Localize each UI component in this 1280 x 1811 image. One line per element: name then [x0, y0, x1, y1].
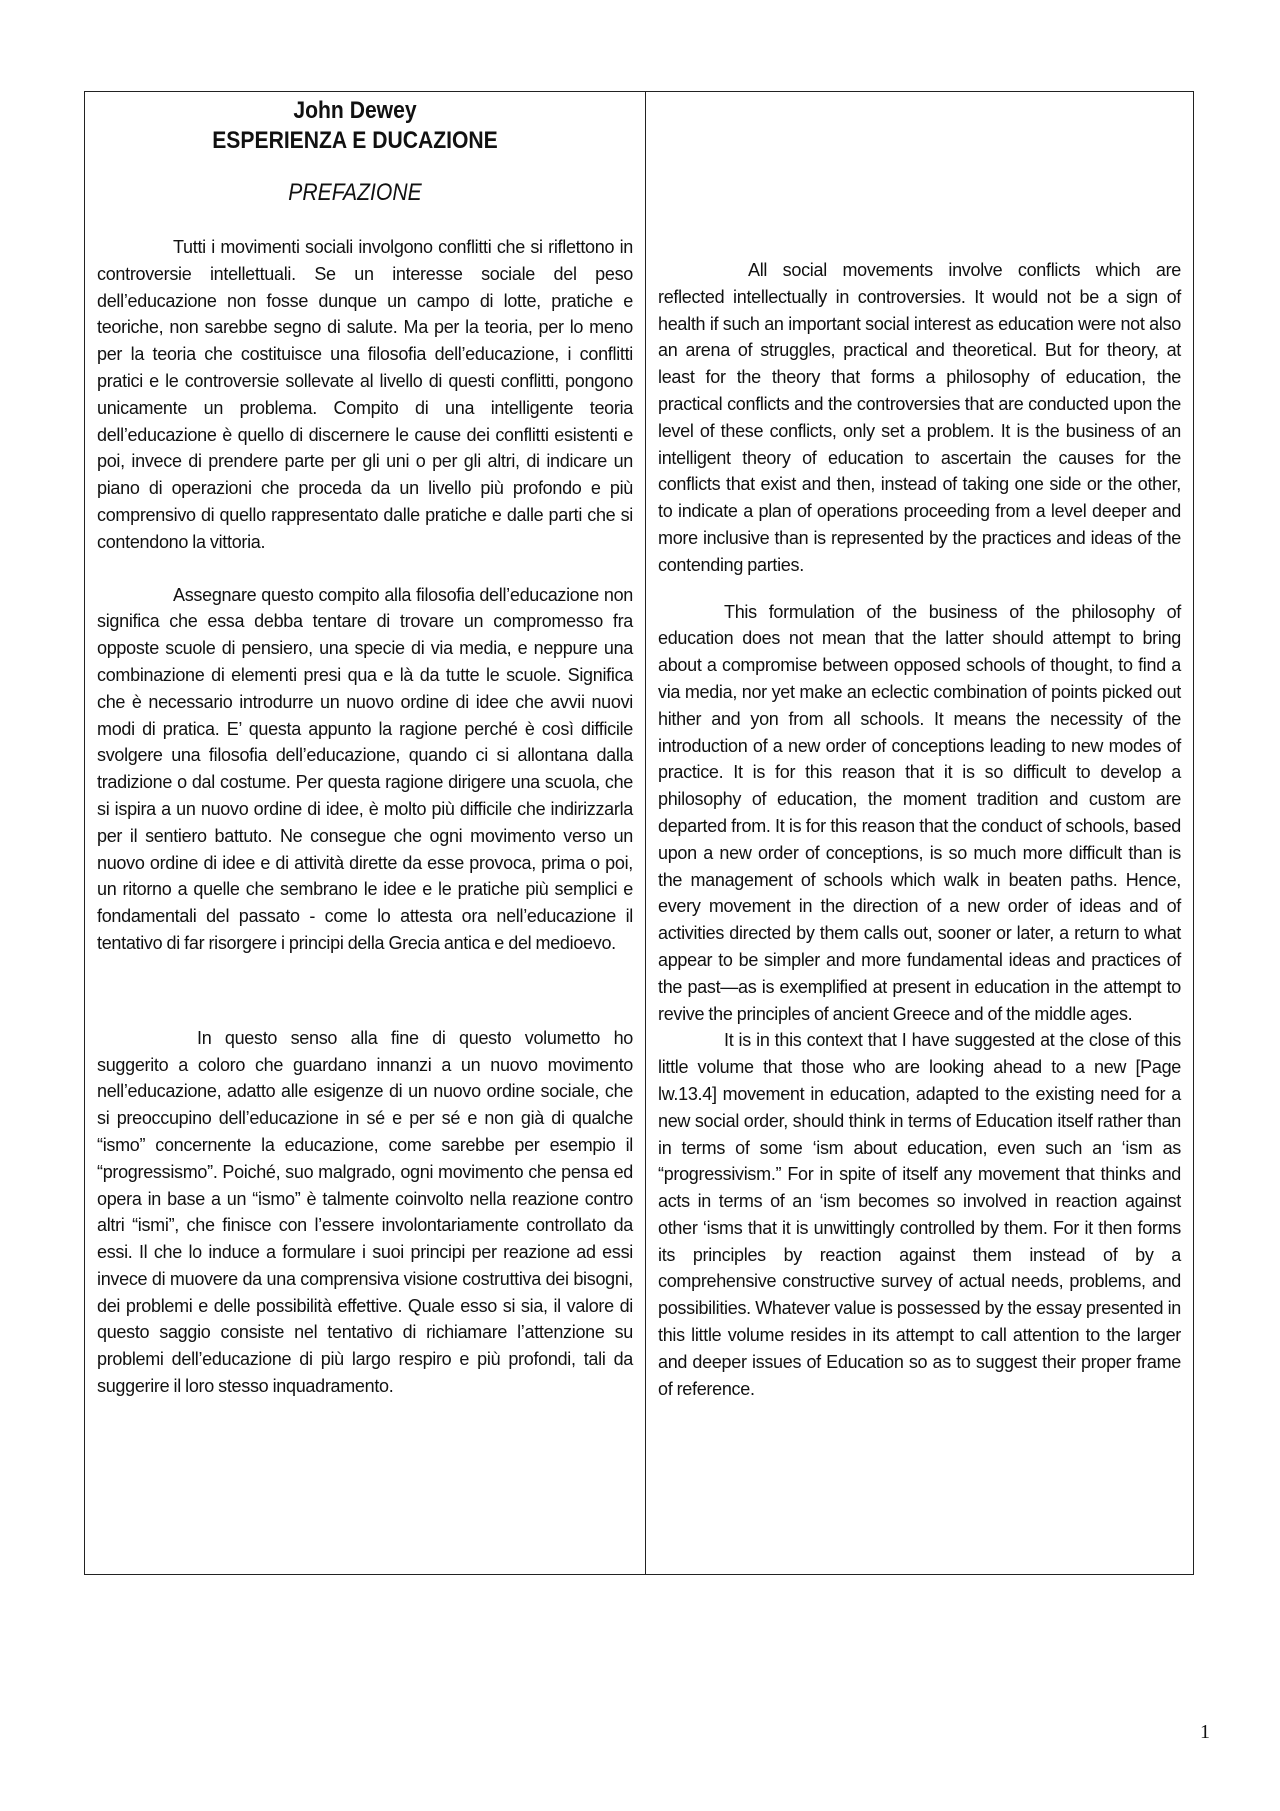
italian-paragraph: In questo senso alla fine di questo volumetto ho suggerito a coloro che guardano innanzi a un nuovo movimento nell’educazione, adatto alle esigenze di un nuovo ordine sociale, che si preoccupino dell’educazione in sé e per sé e non già di qualche “ismo” concernente la educazione, come sarebbe per esempio il “progressismo”. Poiché, suo malgrado, ogni movimento che pensa ed opera in base a un “ismo” è talmente coinvolto nella reazione contro altri “ismi”, che finisce con l’essere involontariamente controllato da essi. Il che lo induce a formulare i suoi principi per reazione ad essi invece di muovere da una comprensiva visione costruttiva dei bisogni, dei problemi e delle possibilità effettive. Quale esso si sia, il valore di questo saggio consiste nel tentativo di richiamare l’attenzione su problemi dell’educazione di più largo respiro e più profondi, tali da suggerire il loro stesso inquadramento. [97, 1027, 633, 1397]
english-paragraph: All social movements involve conflicts which are reflected intellectually in controversies. It would not be a sign of health if such an important social interest as education were not also an arena of struggles, practical and theoretical. But for theory, at least for the theory that forms a philosophy of education, the practical conflicts and the controversies that are conducted upon the level of these conflicts, only set a problem. It is the business of an intelligent theory of education to ascertain the causes for the conflicts that exist and then, instead of taking one side or the other, to indicate a plan of operations proceeding from a level deeper and more inclusive than is represented by the practices and ideas of the contending parties. [658, 260, 1181, 575]
italian-paragraph: Assegnare questo compito alla filosofia dell’educazione non significa che essa debba tentare di trovare un compromesso fra opposte scuole di pensiero, una specie di via media, e neppure una combinazione di elementi presi qua e là da tutte le scuole. Significa che è necessario introdurre un nuovo ordine di idee che avvii nuovi modi di pratica. E’ questa appunto la ragione perché è così difficile svolgere una filosofia dell’educazione, quando ci si allontana dalla tradizione o dal costume. Per questa ragione dirigere una scuola, che si ispira a un nuovo ordine di idee, è molto più difficile che indirizzarla per il sentiero battuto. Ne consegue che ogni movimento verso un nuovo ordine di idee e di attività dirette da esse provoca, prima o poi, un ritorno a quelle che sembrano le idee e le pratiche più semplici e fondamentali del passato - come lo attesta ora nell’educazione il tentativo di far risorgere i principi della Grecia antica e del medioevo. [97, 584, 633, 953]
work-title: ESPERIENZA E DUCAZIONE [212, 127, 498, 154]
english-paragraph: It is in this context that I have suggested at the close of this little volume that those who are looking ahead to a new [Page lw.13.4] movement in education, adapted to the existing need for a new social order, should think in terms of Education itself rather than in terms of some ‘ism about education, even such an ‘ism as “progressivism.” For in spite of itself any movement that thinks and acts in terms of an ‘ism becomes so involved in reaction against other ‘isms that it is unwittingly controlled by them. For it then forms its principles by reaction against them instead of by a comprehensive constructive survey of actual needs, problems, and possibilities. Whatever value is possessed by the essay presented in this little volume resides in its attempt to call attention to the larger and deeper issues of Education so as to suggest their proper frame of reference. [658, 1030, 1181, 1399]
page-number: 1 [1200, 1721, 1210, 1743]
italian-paragraph: Tutti i movimenti sociali involgono conflitti che si riflettono in controversie intellettuali. Se un interesse sociale del peso dell’educazione non fosse dunque un campo di lotte, pratiche e teoriche, non sarebbe segno di salute. Ma per la teoria, per lo meno per la teoria che costituisce una filosofia dell’educazione, i conflitti pratici e le controversie sollevate al livello di questi conflitti, pongono unicamente un problema. Compito di una intelligente teoria dell’educazione è quello di discernere le cause dei conflitti esistenti e poi, invece di prendere parte per gli uni o per gli altri, di indicare un piano di operazioni che proceda da un livello più profondo e più comprensivo di quello rappresentato dalle pratiche e dalle parti che si contendono la vittoria. [97, 237, 633, 552]
preface-title: PREFAZIONE [288, 179, 422, 206]
italian-column [85, 92, 646, 1574]
author-name: John Dewey [293, 97, 417, 124]
english-paragraph: This formulation of the business of the philosophy of education does not mean that the latter should attempt to bring about a compromise between opposed schools of thought, to find a via media, nor yet make an eclectic combination of points picked out hither and yon from all schools. It means the necessity of the introduction of a new order of conceptions leading to new modes of practice. It is for this reason that it is so difficult to develop a philosophy of education, the moment tradition and custom are departed from. It is for this reason that the conduct of schools, based upon a new order of conceptions, is so much more difficult than is the management of schools which walk in beaten paths. Hence, every movement in the direction of a new order of ideas and of activities directed by them calls out, sooner or later, a return to what appear to be simpler and more fundamental ideas and practices of the past—as is exemplified at present in education in the attempt to revive the principles of ancient Greece and of the middle ages. [658, 601, 1181, 1024]
title-block [85, 96, 625, 208]
bilingual-text-table [84, 91, 1194, 1575]
english-column [646, 92, 1193, 1574]
